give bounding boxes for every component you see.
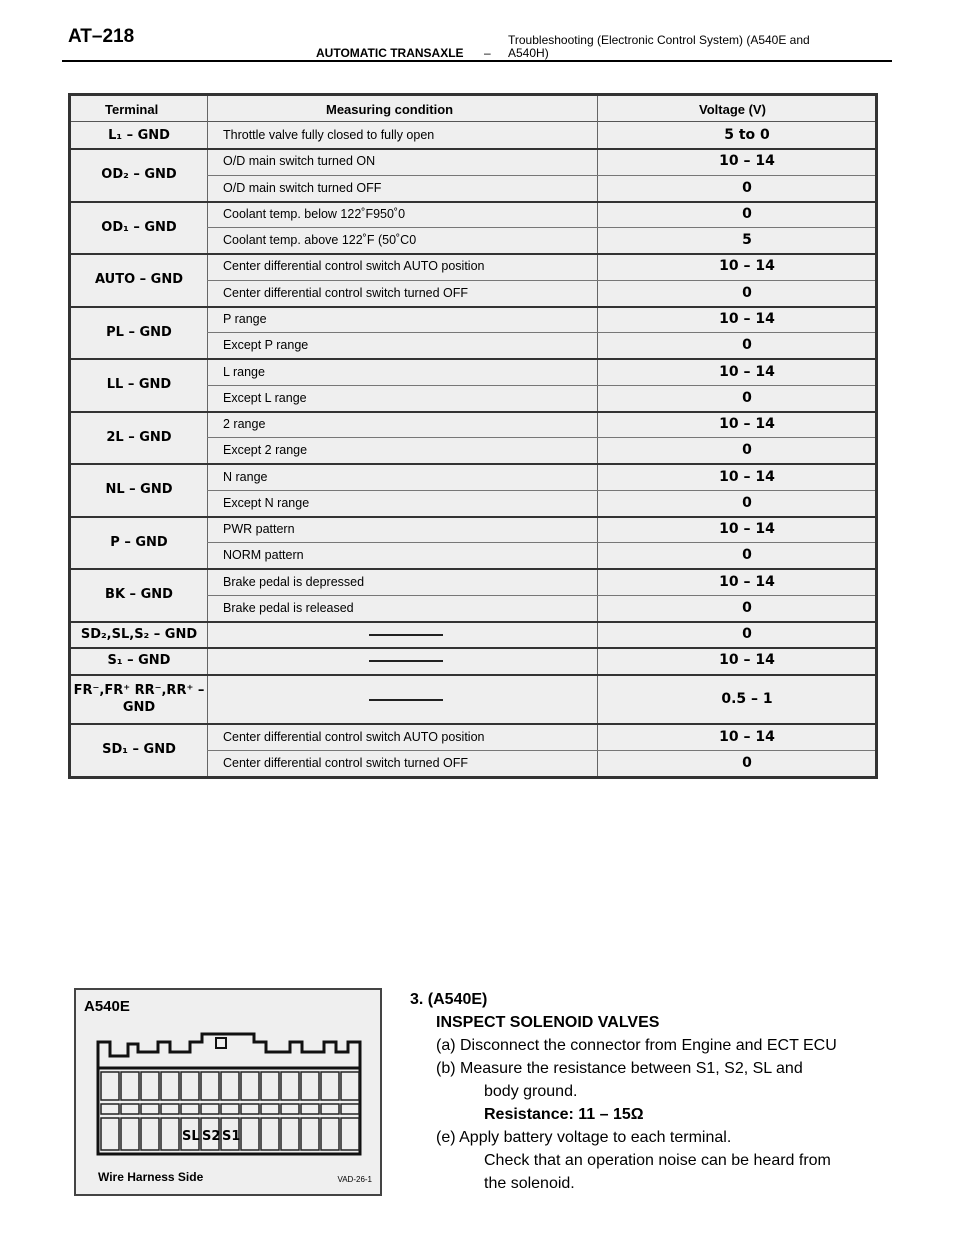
connector-pin-cell (341, 1118, 359, 1150)
table-row (207, 595, 875, 621)
voltage-cell: 10 – 14 (719, 468, 775, 485)
terminal-cell: PL – GND (106, 324, 172, 340)
terminal-cell: SD₂,SL,S₂ – GND (80, 626, 198, 642)
connector-pin-cell (241, 1072, 259, 1100)
connector-pin-cell (281, 1072, 299, 1100)
step-e-continued-1: Check that an operation noise can be heard from (484, 1152, 831, 1169)
condition-cell: 2 range (223, 417, 266, 432)
voltage-cell: 10 – 14 (719, 521, 775, 538)
table-row (207, 201, 875, 228)
table-row-group (71, 674, 875, 726)
page-number: AT–218 (68, 26, 135, 47)
table-row-group (71, 201, 875, 256)
no-condition-dash (369, 634, 443, 636)
table-row-group (71, 358, 875, 413)
condition-cell: Center differential control switch turned OFF (223, 755, 469, 770)
condition-cell: NORM pattern (223, 548, 304, 563)
connector-title: A540E (84, 998, 130, 1015)
table-row (207, 516, 875, 543)
connector-pin-cell (121, 1104, 139, 1114)
condition-cell: N range (223, 469, 268, 484)
voltage-cell: 0 (742, 547, 752, 564)
terminal-cell: 2L – GND (106, 429, 172, 445)
voltage-cell: 0 (742, 494, 752, 511)
condition-cell: Except L range (223, 390, 307, 405)
condition-cell: Except P range (223, 338, 309, 353)
voltage-cell: 0 (742, 205, 752, 222)
step-heading: INSPECT SOLENOID VALVES (436, 1014, 660, 1031)
voltage-cell: 10 – 14 (719, 416, 775, 433)
terminal-cell: BK – GND (105, 587, 173, 603)
table-row-group (71, 253, 875, 308)
column-header-voltage: Voltage (V) (699, 102, 766, 117)
connector-pin-label: S2 (202, 1129, 221, 1144)
step-number: 3. (A540E) (410, 991, 488, 1008)
step-e: (e) Apply battery voltage to each terminal. (436, 1129, 732, 1146)
voltage-cell: 10 – 14 (719, 153, 775, 170)
voltage-cell: 0 (742, 337, 752, 354)
connector-pin-cell (141, 1118, 159, 1150)
condition-cell: P range (223, 311, 267, 326)
table-row (207, 750, 875, 776)
table-row (207, 674, 875, 724)
connector-pin-cell (301, 1118, 319, 1150)
connector-caption: Wire Harness Side (98, 1170, 204, 1184)
voltage-cell: 0.5 – 1 (721, 690, 773, 707)
voltage-cell: 0 (742, 179, 752, 196)
terminal-cell: FR⁻,FR⁺ RR⁻,RR⁺ – GND (73, 682, 205, 715)
table-row (207, 647, 875, 673)
resistance-spec: Resistance: 11 – 15Ω (484, 1106, 644, 1123)
condition-cell: Brake pedal is depressed (223, 574, 365, 589)
condition-cell: Center differential control switch AUTO position (223, 729, 485, 744)
table-row (207, 569, 875, 596)
connector-pin-cell (181, 1072, 199, 1100)
step-b: (b) Measure the resistance between S1, S2, SL and (436, 1060, 803, 1077)
voltage-cell: 5 to 0 (724, 127, 770, 144)
connector-pin-cell (321, 1118, 339, 1150)
table-row-group (71, 148, 875, 203)
table-row (207, 358, 875, 385)
connector-figure (74, 988, 382, 1196)
table-row (207, 332, 875, 358)
connector-pin-cell (221, 1104, 239, 1114)
table-row-group (71, 463, 875, 518)
table-row (207, 306, 875, 333)
connector-diagram (94, 1022, 366, 1162)
condition-cell: Center differential control switch turned OFF (223, 285, 469, 300)
connector-pin-cell (221, 1072, 239, 1100)
connector-pin-cell (241, 1118, 259, 1150)
voltage-cell: 0 (742, 754, 752, 771)
terminal-cell: SD₁ – GND (102, 742, 176, 758)
terminal-cell: S₁ – GND (107, 652, 171, 668)
connector-pin-cell (201, 1072, 219, 1100)
voltage-cell: 0 (742, 389, 752, 406)
voltage-cell: 5 (742, 232, 752, 249)
connector-pin-cell (181, 1104, 199, 1114)
terminal-voltage-table (68, 93, 878, 779)
connector-pin-cell (101, 1118, 119, 1150)
condition-cell: L range (223, 364, 265, 379)
table-row-group (71, 723, 875, 776)
table-row (207, 385, 875, 411)
inspection-steps (410, 988, 870, 1195)
table-row (207, 227, 875, 253)
terminal-cell: OD₁ – GND (101, 219, 177, 235)
voltage-cell: 10 – 14 (719, 363, 775, 380)
table-row (207, 490, 875, 516)
page-subtitle: Troubleshooting (Electronic Control System) (A540E and A540H) (508, 33, 810, 60)
condition-cell: O/D main switch turned ON (223, 154, 376, 169)
no-condition-dash (369, 699, 443, 701)
voltage-cell: 10 – 14 (719, 652, 775, 669)
connector-pin-cell (261, 1104, 279, 1114)
table-row (207, 122, 875, 148)
connector-pin-cell (281, 1118, 299, 1150)
column-header-terminal: Terminal (105, 102, 159, 117)
step-e-continued-2: the solenoid. (484, 1175, 575, 1192)
voltage-cell: 10 – 14 (719, 258, 775, 275)
table-row (207, 411, 875, 438)
terminal-cell: L₁ – GND (108, 127, 170, 143)
table-row (207, 621, 875, 647)
terminal-cell: LL – GND (106, 377, 172, 393)
connector-pin-cell (161, 1118, 179, 1150)
voltage-cell: 10 – 14 (719, 573, 775, 590)
connector-pin-cell (321, 1104, 339, 1114)
table-row-group (71, 516, 875, 571)
voltage-cell: 10 – 14 (719, 728, 775, 745)
table-row (207, 175, 875, 201)
table-row-group (71, 122, 875, 150)
header-rule (62, 60, 892, 62)
connector-pin-label: S1 (222, 1129, 241, 1144)
connector-pin-cell (161, 1072, 179, 1100)
connector-pin-cell (261, 1072, 279, 1100)
voltage-cell: 0 (742, 599, 752, 616)
no-condition-dash (369, 660, 443, 662)
table-row-group (71, 621, 875, 649)
condition-cell: Throttle valve fully closed to fully open (223, 128, 435, 143)
table-row (207, 542, 875, 568)
table-row (207, 148, 875, 175)
terminal-cell: P – GND (110, 534, 168, 550)
connector-pin-cell (201, 1104, 219, 1114)
connector-pin-cell (301, 1104, 319, 1114)
voltage-cell: 0 (742, 626, 752, 643)
step-b-continued: body ground. (484, 1083, 578, 1100)
column-header-condition: Measuring condition (326, 102, 454, 117)
connector-pin-cell (341, 1072, 359, 1100)
table-row (207, 253, 875, 280)
section-title: AUTOMATIC TRANSAXLE (316, 46, 464, 60)
table-row (207, 280, 875, 306)
connector-pin-cell (341, 1104, 359, 1114)
connector-pin-cell (321, 1072, 339, 1100)
connector-pin-cell (101, 1104, 119, 1114)
connector-pin-cell (141, 1104, 159, 1114)
connector-pin-label: SL (182, 1129, 200, 1144)
connector-pin-cell (161, 1104, 179, 1114)
condition-cell: PWR pattern (223, 522, 295, 537)
table-row-group (71, 411, 875, 466)
header-separator: – (484, 46, 491, 60)
voltage-cell: 0 (742, 442, 752, 459)
connector-pin-cell (121, 1118, 139, 1150)
terminal-cell: AUTO – GND (94, 272, 184, 288)
table-row-group (71, 569, 875, 624)
terminal-cell: NL – GND (105, 482, 173, 498)
condition-cell: Except 2 range (223, 443, 308, 458)
step-a: (a) Disconnect the connector from Engine and ECT ECU (436, 1037, 837, 1054)
connector-pin-cell (281, 1104, 299, 1114)
condition-cell: Coolant temp. below 122˚F950˚0 (223, 206, 406, 221)
condition-cell: O/D main switch turned OFF (223, 180, 382, 195)
connector-pin-cell (241, 1104, 259, 1114)
table-row (207, 723, 875, 750)
connector-pin-cell (101, 1072, 119, 1100)
voltage-cell: 10 – 14 (719, 310, 775, 327)
table-row (207, 437, 875, 463)
connector-pin-cell (301, 1072, 319, 1100)
condition-cell: Coolant temp. above 122˚F (50˚C0 (223, 233, 417, 248)
figure-code: VAD-26-1 (337, 1175, 372, 1184)
connector-pin-cell (121, 1072, 139, 1100)
table-row-group (71, 306, 875, 361)
connector-pin-cell (141, 1072, 159, 1100)
condition-cell: Except N range (223, 495, 310, 510)
table-row (207, 463, 875, 490)
voltage-cell: 0 (742, 284, 752, 301)
condition-cell: Brake pedal is released (223, 600, 354, 615)
connector-pin-cell (261, 1118, 279, 1150)
condition-cell: Center differential control switch AUTO position (223, 259, 485, 274)
table-row-group (71, 647, 875, 675)
terminal-cell: OD₂ – GND (101, 167, 177, 182)
